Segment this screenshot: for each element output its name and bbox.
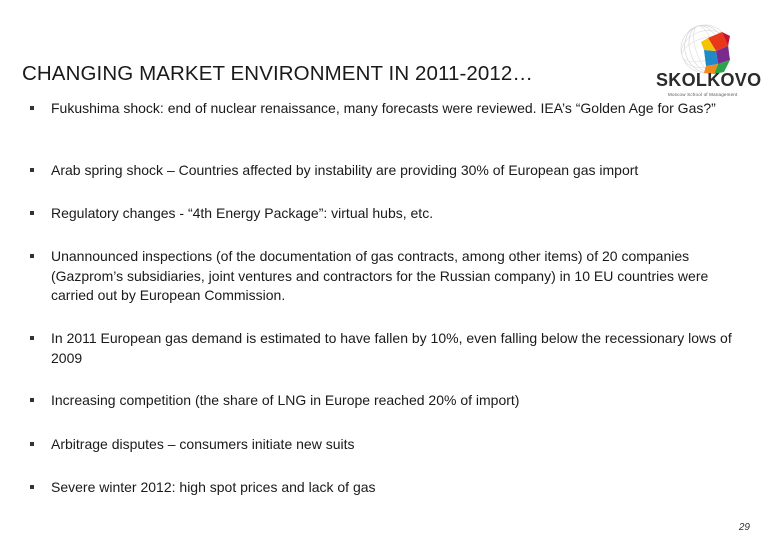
logo-wordmark: SKOLKOVO	[656, 70, 762, 90]
bullet-text: In 2011 European gas demand is estimated to have fallen by 10%, even falling below the recessionary lows of 2009	[51, 330, 732, 366]
logo-tagline: Moscow School of Management	[668, 92, 738, 97]
bullet-text: Arbitrage disputes – consumers initiate new suits	[51, 436, 355, 452]
bullet-text: Regulatory changes - “4th Energy Package”: virtual hubs, etc.	[51, 205, 434, 221]
bullet-item	[30, 161, 750, 181]
bullet-text: Fukushima shock: end of nuclear renaissance, many forecasts were reviewed. IEA’s “Golden Age for Gas?”	[51, 100, 716, 116]
bullet-marker-icon	[30, 106, 34, 110]
page-number: 29	[738, 522, 750, 533]
bullet-item	[30, 478, 750, 498]
skolkovo-logo	[646, 18, 762, 108]
bullet-marker-icon	[30, 485, 34, 489]
bullet-text: Arab spring shock – Countries affected by instability are providing 30% of European gas import	[51, 162, 639, 178]
bullet-item	[30, 391, 750, 411]
bullet-marker-icon	[30, 254, 34, 258]
bullet-marker-icon	[30, 442, 34, 446]
bullet-item	[30, 329, 750, 368]
bullet-text: Increasing competition (the share of LNG in Europe reached 20% of import)	[51, 392, 520, 408]
bullet-marker-icon	[30, 336, 34, 340]
bullet-item	[30, 204, 750, 224]
bullet-text: Severe winter 2012: high spot prices and lack of gas	[51, 479, 376, 495]
bullet-item	[30, 99, 750, 119]
bullet-marker-icon	[30, 211, 34, 215]
bullet-marker-icon	[30, 398, 34, 402]
bullet-item	[30, 435, 750, 455]
bullet-item	[30, 247, 750, 306]
bullet-text: Unannounced inspections (of the documentation of gas contracts, among other items) of 20 companies (Gazprom’s subsidiaries, joint ventures and contractors for the Russian company) in 10 EU countries were carried out by European Commission.	[51, 248, 709, 303]
slide-title: CHANGING MARKET ENVIRONMENT IN 2011-2012…	[22, 62, 534, 85]
bullet-marker-icon	[30, 168, 34, 172]
